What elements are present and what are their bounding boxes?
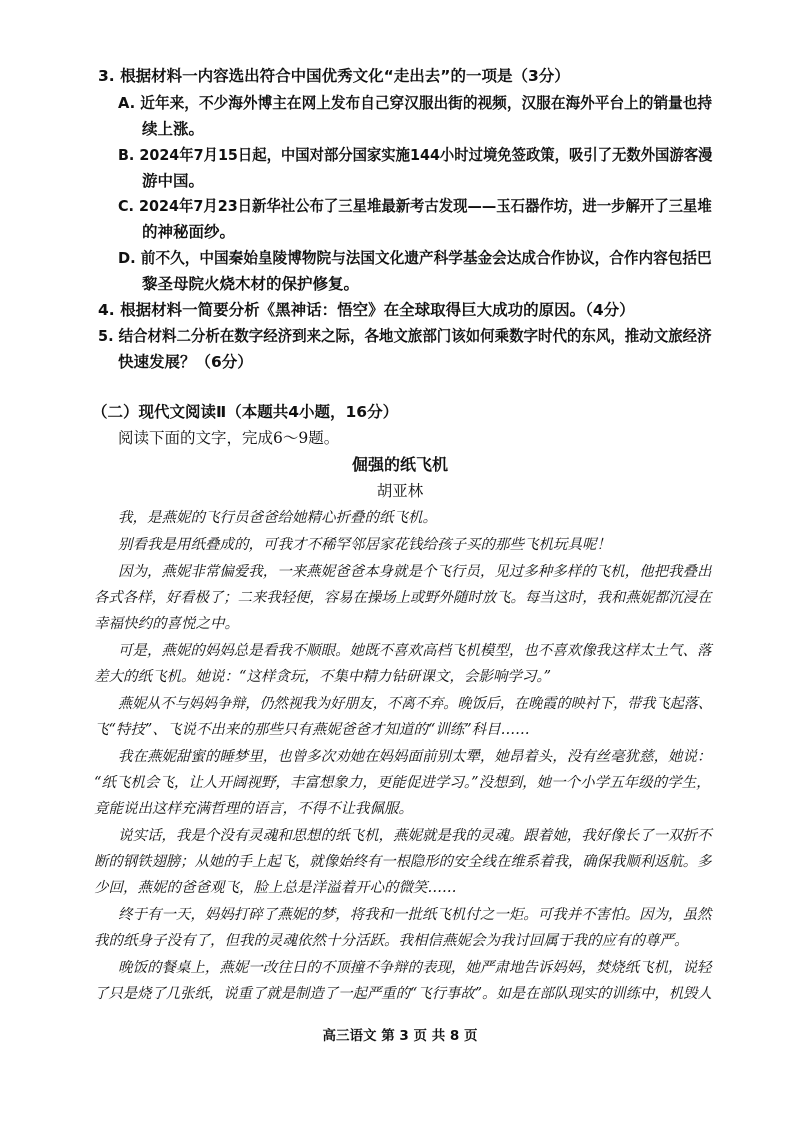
question-5-line-1: 5. 结合材料二分析在数字经济到来之际，各地文旅部门该如何乘数字时代的东风，推动文旅经济	[98, 327, 712, 345]
story-line: 因为，燕妮非常偏爱我，一来燕妮爸爸本身就是个飞行员，见过多种多样的飞机，他把我叠出	[118, 564, 712, 580]
story-author: 胡亚林	[376, 482, 424, 500]
story-line: 我，是燕妮的飞行员爸爸给她精心折叠的纸飞机。	[118, 510, 437, 526]
story-line: 竟能说出这样充满哲理的语言，不得不让我佩服。	[94, 801, 413, 817]
story-title: 倔强的纸飞机	[351, 455, 448, 474]
question-3-stem: 3. 根据材料一内容选出符合中国优秀文化“走出去”的一项是（3分）	[98, 67, 570, 85]
section-instruction: 阅读下面的文字，完成6～9题。	[118, 429, 340, 447]
story-line: 了只是烧了几张纸，说重了就是制造了一起严重的“飞行事故”。如是在部队现实的训练中，机毁人	[94, 986, 712, 1002]
story-line: 断的钢铁翅膀；从她的手上起飞，就像始终有一根隐形的安全线在维系着我，确保我顺利返航。多	[94, 854, 712, 870]
question-3-option-d-line-2: 黎圣母院火烧木材的保护修复。	[142, 275, 360, 293]
question-5-line-2: 快速发展？（6分）	[118, 353, 253, 371]
story-line: 飞“特技”、飞说不出来的那些只有燕妮爸爸才知道的“训练”科目……	[94, 722, 530, 738]
question-3-option-b-line-2: 游中国。	[142, 172, 205, 190]
question-3-option-c-line-2: 的神秘面纱。	[142, 223, 236, 241]
story-line: 可是，燕妮的妈妈总是看我不顺眼。她既不喜欢高档飞机模型，也不喜欢像我这样太土气、落	[118, 643, 712, 659]
section-heading: （二）现代文阅读Ⅱ（本题共4小题，16分）	[92, 403, 399, 421]
question-3-option-d-line-1: D. 前不久，中国秦始皇陵博物院与法国文化遗产科学基金会达成合作协议，合作内容包括巴	[118, 249, 712, 267]
question-3-option-a-line-2: 续上涨。	[142, 120, 205, 138]
story-line: 差大的纸飞机。她说：“这样贪玩，不集中精力钻研课文，会影响学习。”	[94, 669, 552, 685]
story-line: 说实话，我是个没有灵魂和思想的纸飞机，燕妮就是我的灵魂。跟着她，我好像长了一双折不	[118, 828, 712, 844]
question-4: 4. 根据材料一简要分析《黑神话：悟空》在全球取得巨大成功的原因。（4分）	[98, 301, 635, 319]
story-line: “纸飞机会飞，让人开阔视野，丰富想象力，更能促进学习。”没想到，她一个小学五年级的学生，	[94, 775, 711, 791]
story-line: 我的纸身子没有了，但我的灵魂依然十分活跃。我相信燕妮会为我讨回属于我的应有的尊严。	[94, 933, 689, 949]
question-3-option-c-line-1: C. 2024年7月23日新华社公布了三星堆最新考古发现——玉石器作坊，进一步解开了三星堆	[118, 197, 712, 215]
story-line: 幸福快约的喜悦之中。	[94, 616, 239, 632]
story-line: 少回，燕妮的爸爸观飞，脸上总是洋溢着开心的微笑……	[94, 880, 457, 896]
story-line: 晚饭的餐桌上，燕妮一改往日的不顶撞不争辩的表现，她严肃地告诉妈妈，焚烧纸飞机，说轻	[118, 960, 712, 976]
story-line: 终于有一天，妈妈打碎了燕妮的梦，将我和一批纸飞机付之一炬。可我并不害怕。因为，虽然	[118, 907, 712, 923]
question-3-option-b-line-1: B. 2024年7月15日起，中国对部分国家实施144小时过境免签政策，吸引了无数外国游客漫	[118, 146, 713, 164]
story-line: 各式各样，好看极了；二来我轻便，容易在操场上或野外随时放飞。每当这时，我和燕妮都沉浸在	[94, 590, 712, 606]
question-3-option-a-line-1: A. 近年来，不少海外博主在网上发布自己穿汉服出街的视频，汉服在海外平台上的销量也持	[118, 94, 713, 112]
story-line: 我在燕妮甜蜜的睡梦里，也曾多次劝她在妈妈面前别太犟，她昂着头，没有丝毫犹慈，她说：	[118, 749, 712, 765]
story-line: 别看我是用纸叠成的，可我才不稀罕邻居家花钱给孩子买的那些飞机玩具呢！	[118, 537, 611, 553]
page-footer: 高三语文 第 3 页 共 8 页	[322, 1028, 478, 1044]
story-line: 燕妮从不与妈妈争辩，仍然视我为好朋友，不离不弃。晚饭后，在晚霞的映衬下，带我飞起落、	[118, 696, 713, 712]
